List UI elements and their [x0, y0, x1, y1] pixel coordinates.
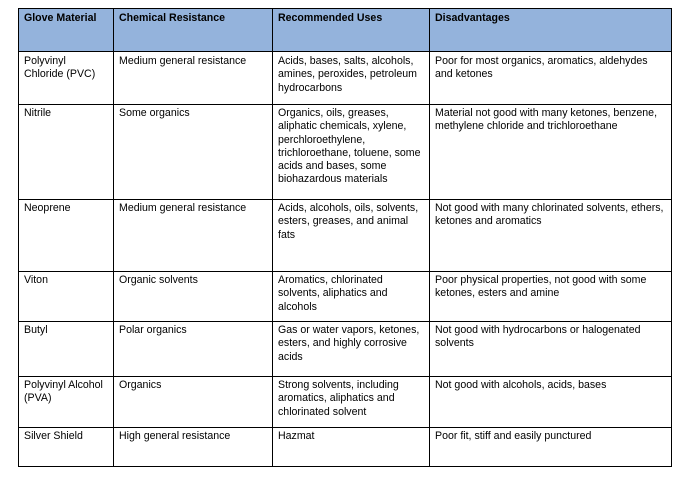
cell-resistance: Medium general resistance: [114, 200, 273, 272]
cell-resistance: Organics: [114, 377, 273, 428]
cell-resistance: Polar organics: [114, 322, 273, 377]
cell-material: Viton: [19, 272, 114, 322]
table-row-viton: [19, 272, 672, 322]
cell-uses: Strong solvents, including aromatics, aliphatics and chlorinated solvent: [273, 377, 430, 428]
cell-disadvantages: Not good with hydrocarbons or halogenated solvents: [430, 322, 672, 377]
cell-material: Polyvinyl Alcohol (PVA): [19, 377, 114, 428]
cell-disadvantages: Not good with many chlorinated solvents, ethers, ketones and aromatics: [430, 200, 672, 272]
table-row-silver-shield: [19, 428, 672, 467]
table-row-butyl: [19, 322, 672, 377]
header-disadvantages: Disadvantages: [430, 9, 672, 52]
cell-disadvantages: Poor for most organics, aromatics, aldehydes and ketones: [430, 52, 672, 105]
cell-uses: Acids, alcohols, oils, solvents, esters, greases, and animal fats: [273, 200, 430, 272]
table-row-nitrile: [19, 105, 672, 200]
cell-material: Butyl: [19, 322, 114, 377]
cell-disadvantages: Poor physical properties, not good with some ketones, esters and amine: [430, 272, 672, 322]
cell-material: Polyvinyl Chloride (PVC): [19, 52, 114, 105]
header-recommended-uses: Recommended Uses: [273, 9, 430, 52]
cell-uses: Organics, oils, greases, aliphatic chemicals, xylene, perchloroethylene, trichloroethane, toluene, some acids and bases, some biohazardous materials: [273, 105, 430, 200]
table-row-pva: [19, 377, 672, 428]
cell-material: Nitrile: [19, 105, 114, 200]
cell-disadvantages: Material not good with many ketones, benzene, methylene chloride and trichloroethane: [430, 105, 672, 200]
cell-material: Silver Shield: [19, 428, 114, 467]
glove-comparison-table-container: [18, 8, 671, 467]
cell-disadvantages: Poor fit, stiff and easily punctured: [430, 428, 672, 467]
header-chemical-resistance: Chemical Resistance: [114, 9, 273, 52]
table-row-pvc: [19, 52, 672, 105]
glove-comparison-table: [18, 8, 672, 467]
cell-uses: Hazmat: [273, 428, 430, 467]
table-header-row: [19, 9, 672, 52]
cell-resistance: Medium general resistance: [114, 52, 273, 105]
cell-uses: Aromatics, chlorinated solvents, aliphatics and alcohols: [273, 272, 430, 322]
cell-uses: Acids, bases, salts, alcohols, amines, peroxides, petroleum hydrocarbons: [273, 52, 430, 105]
cell-resistance: Some organics: [114, 105, 273, 200]
cell-disadvantages: Not good with alcohols, acids, bases: [430, 377, 672, 428]
header-glove-material: Glove Material: [19, 9, 114, 52]
cell-material: Neoprene: [19, 200, 114, 272]
cell-resistance: Organic solvents: [114, 272, 273, 322]
cell-resistance: High general resistance: [114, 428, 273, 467]
table-row-neoprene: [19, 200, 672, 272]
cell-uses: Gas or water vapors, ketones, esters, and highly corrosive acids: [273, 322, 430, 377]
